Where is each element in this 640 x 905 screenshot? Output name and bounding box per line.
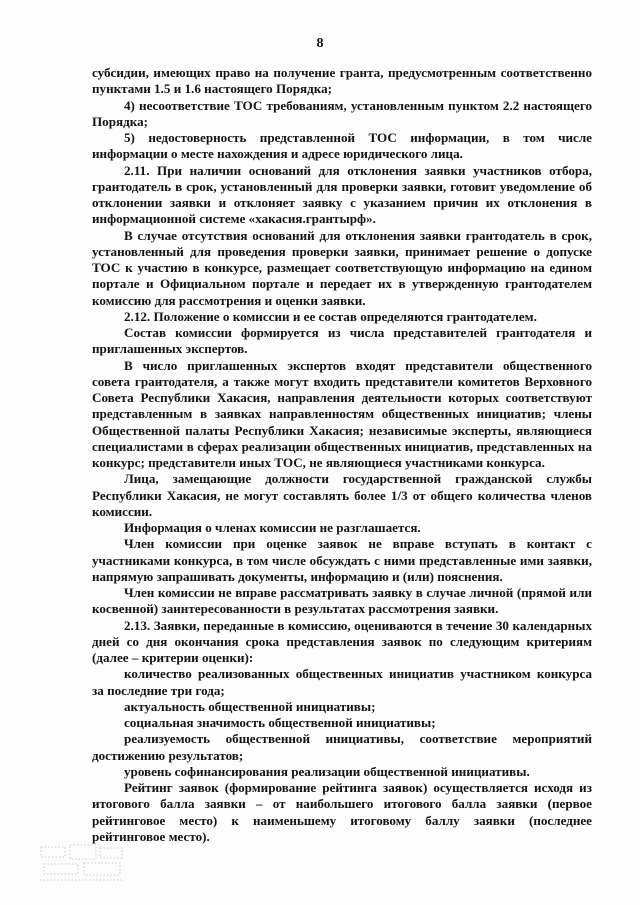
- scan-artifact-stamp: [38, 842, 126, 886]
- paragraph-rating: Рейтинг заявок (формирование рейтинга заявок) осуществляется исходя из итогового балла заявки – от наибольшего итогового балла заявки (первое рейтинговое место) к наименьшему итоговому баллу заявки (последнее рейтинговое место).: [92, 780, 592, 844]
- page-number: 8: [316, 36, 324, 51]
- paragraph-item-5: 5) недостоверность представленной ТОС информации, в том числе информации о месте нахождения и адресе юридического лица.: [92, 130, 592, 162]
- paragraph-2-11: 2.11. При наличии оснований для отклонения заявки участников отбора, грантодатель в срок, установленный для проверки заявки, готовит уведомление об отклонении заявки и отклоняет заявку с указанием причин их отклонения в информационной системе «хакасия.грантырф».: [92, 162, 592, 227]
- criterion-relevance: актуальность общественной инициативы;: [124, 698, 376, 714]
- paragraph-item-4: 4) несоответствие ТОС требованиям, установленным пунктом 2.2 настоящего Порядка;: [92, 97, 592, 129]
- criterion-co-financing: уровень софинансирования реализации общественной инициативы.: [124, 763, 530, 779]
- paragraph-confidentiality: Информация о членах комиссии не разглашается.: [124, 520, 421, 535]
- paragraph-2-13: 2.13. Заявки, переданные в комиссию, оцениваются в течение 30 календарных дней со дня окончания срока представления заявок по следующим критериям (далее – критерии оценки):: [92, 617, 592, 665]
- paragraph-2-12: 2.12. Положение о комиссии и ее состав определяются грантодателем.: [124, 308, 537, 324]
- paragraph-invited-experts: В число приглашенных экспертов входят представители общественного совета грантодателя, а также могут входить представители комитетов Верховного Совета Республики Хакасия, направления деятельности которых соответствуют представленным в заявках направленностям общественных инициатив; члены Общественной палаты Республики Хакасия; независимые эксперты, являющиеся специалистами в сферах реализации общественных инициатив, представленных на конкурс; представители иных ТОС, не являющиеся участниками конкурса.: [92, 357, 592, 470]
- criterion-feasibility: реализуемость общественной инициативы, соответствие мероприятий достижению результатов;: [92, 731, 592, 763]
- paragraph-subsidy-criteria: субсидии, имеющих право на получение гранта, предусмотренным соответственно пунктами 1.5 и 1.6 настоящего Порядка;: [92, 65, 592, 97]
- paragraph-no-contact: Член комиссии при оценке заявок не вправе вступать в контакт с участниками конкурса, в том числе обсуждать с ними представленные ими заявки, напрямую запрашивать документы, информацию и (или) пояснения.: [92, 536, 592, 584]
- criterion-social-significance: социальная значимость общественной инициативы;: [124, 715, 436, 730]
- paragraph-admission-decision: В случае отсутствия оснований для отклонения заявки грантодатель в срок, установленный для проведения проверки заявки, принимает решение о допуске ТОС к участию в конкурсе, размещает соответствующую информацию на едином портале и Официальном портале и передает их в утвержденную грантодателем комиссию для рассмотрения и оценки заявки.: [92, 227, 592, 308]
- paragraph-conflict-of-interest: Член комиссии не вправе рассматривать заявку в случае личной (прямой или косвенной) заинтересованности в результатах рассмотрения заявки.: [92, 585, 592, 617]
- criterion-implemented-initiatives: количество реализованных общественных инициатив участником конкурса за последние три года;: [92, 666, 592, 698]
- paragraph-commission-composition: Состав комиссии формируется из числа представителей грантодателя и приглашенных экспертов.: [92, 325, 592, 357]
- paragraph-civil-servants-limit: Лица, замещающие должности государственной гражданской службы Республики Хакасия, не могут составлять более 1/3 от общего количества членов комиссии.: [92, 471, 592, 519]
- document-body: [92, 65, 592, 845]
